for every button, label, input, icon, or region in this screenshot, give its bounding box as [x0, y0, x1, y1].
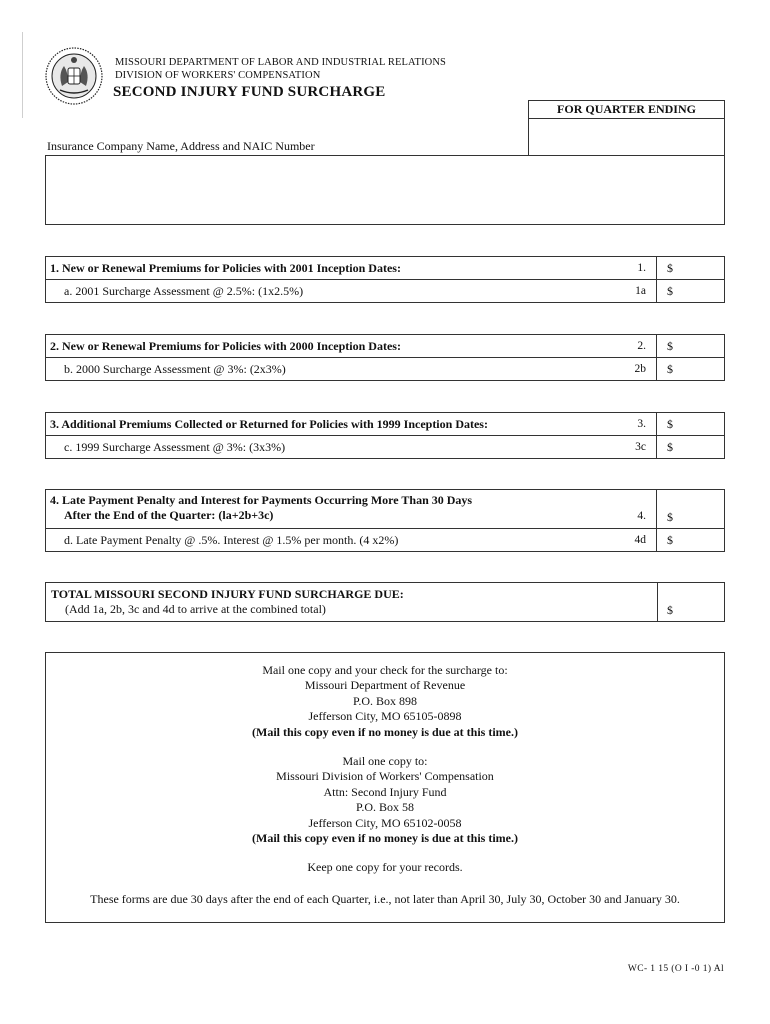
section-4 [45, 489, 725, 552]
mail-line: Missouri Department of Revenue [304, 678, 466, 693]
section-3c-line-number: 3c [611, 436, 657, 458]
keep-copy-note: Keep one copy for your records. [307, 860, 463, 875]
section-4d-line-number: 4d [611, 529, 657, 551]
section-1 [45, 256, 725, 303]
form-code: WC- 1 15 (O I -0 1) Al [627, 964, 724, 974]
division-name: DIVISION OF WORKERS' COMPENSATION [115, 70, 321, 81]
section-1a-amount-field[interactable]: $ [667, 284, 673, 298]
section-3-line-number: 3. [611, 413, 657, 435]
section-2b-line-number: 2b [611, 358, 657, 380]
section-4-desc-line1: 4. Late Payment Penalty and Interest for Payments Occurring More Than 30 Days [50, 493, 473, 507]
section-2-desc: 2. New or Renewal Premiums for Policies with 2000 Inception Dates: [50, 339, 401, 353]
section-1-amount-field[interactable]: $ [667, 261, 673, 275]
section-1a-desc: a. 2001 Surcharge Assessment @ 2.5%: (1x2.5%) [64, 284, 304, 298]
section-4-line-number: 4. [611, 490, 657, 528]
section-3-desc: 3. Additional Premiums Collected or Returned for Policies with 1999 Inception Dates: [50, 417, 488, 431]
section-2-line-number: 2. [611, 335, 657, 357]
section-4-desc-line2: After the End of the Quarter: (la+2b+3c) [64, 508, 274, 522]
total-box [45, 582, 725, 622]
margin-line [22, 32, 23, 118]
mail-line: Mail one copy to: [342, 754, 428, 769]
form-title: SECOND INJURY FUND SURCHARGE [113, 84, 386, 100]
section-3 [45, 412, 725, 459]
mail-line: Jefferson City, MO 65105-0898 [308, 709, 462, 724]
section-1-line-number: 1. [611, 257, 657, 279]
section-1-main-row [46, 257, 724, 280]
insurer-field[interactable] [45, 155, 725, 225]
section-4-amount-field[interactable]: $ [667, 510, 673, 524]
section-2b-desc: b. 2000 Surcharge Assessment @ 3%: (2x3%) [64, 362, 286, 376]
mail-line: Jefferson City, MO 65102-0058 [308, 815, 462, 830]
mail-line: Mail one copy and your check for the surcharge to: [262, 663, 508, 677]
section-2b-amount-field[interactable]: $ [667, 362, 673, 376]
total-title: TOTAL MISSOURI SECOND INJURY FUND SURCHARGE DUE: [51, 587, 404, 601]
section-4-desc [46, 490, 611, 528]
section-2 [45, 334, 725, 381]
section-4d-desc: d. Late Payment Penalty @ .5%. Interest @ 1.5% per month. (4 x2%) [64, 533, 399, 547]
quarter-ending-label: FOR QUARTER ENDING [529, 101, 724, 119]
section-4-main-row [46, 490, 724, 529]
mail-line: Missouri Division of Workers' Compensation [276, 769, 494, 784]
section-2-sub-row [46, 358, 724, 380]
section-3c-amount-field[interactable]: $ [667, 440, 673, 454]
total-desc [51, 587, 404, 617]
mail-line: P.O. Box 898 [352, 693, 417, 708]
mailing-instructions [45, 652, 725, 923]
section-3c-desc: c. 1999 Surcharge Assessment @ 3%: (3x3%) [64, 440, 286, 454]
section-4d-amount-field[interactable]: $ [667, 533, 673, 547]
mail-line: P.O. Box 58 [355, 800, 414, 815]
section-2-main-row [46, 335, 724, 358]
section-4-sub-row [46, 529, 724, 551]
insurer-label: Insurance Company Name, Address and NAIC Number [47, 139, 315, 153]
state-seal-icon [44, 46, 104, 106]
total-subtitle: (Add 1a, 2b, 3c and 4d to arrive at the combined total) [65, 602, 326, 616]
section-3-amount-field[interactable]: $ [667, 417, 673, 431]
quarter-ending-field[interactable] [529, 119, 724, 156]
section-1-desc: 1. New or Renewal Premiums for Policies with 2001 Inception Dates: [50, 261, 401, 275]
total-divider [657, 583, 658, 621]
section-3-sub-row [46, 436, 724, 458]
mail-note: (Mail this copy even if no money is due at this time.) [252, 831, 518, 846]
mail-line: Attn: Second Injury Fund [323, 784, 447, 799]
due-date-note: These forms are due 30 days after the end of each Quarter, i.e., not later than April 30, July 30, October 30 and January 30. [90, 891, 680, 906]
section-2-amount-field[interactable]: $ [667, 339, 673, 353]
quarter-ending-box [528, 100, 725, 156]
section-1-sub-row [46, 280, 724, 302]
section-3-main-row [46, 413, 724, 436]
department-name: MISSOURI DEPARTMENT OF LABOR AND INDUSTRIAL RELATIONS [115, 57, 446, 68]
section-1a-line-number: 1a [611, 280, 657, 302]
mail-note: (Mail this copy even if no money is due at this time.) [252, 724, 518, 739]
total-amount-field[interactable]: $ [667, 603, 673, 617]
